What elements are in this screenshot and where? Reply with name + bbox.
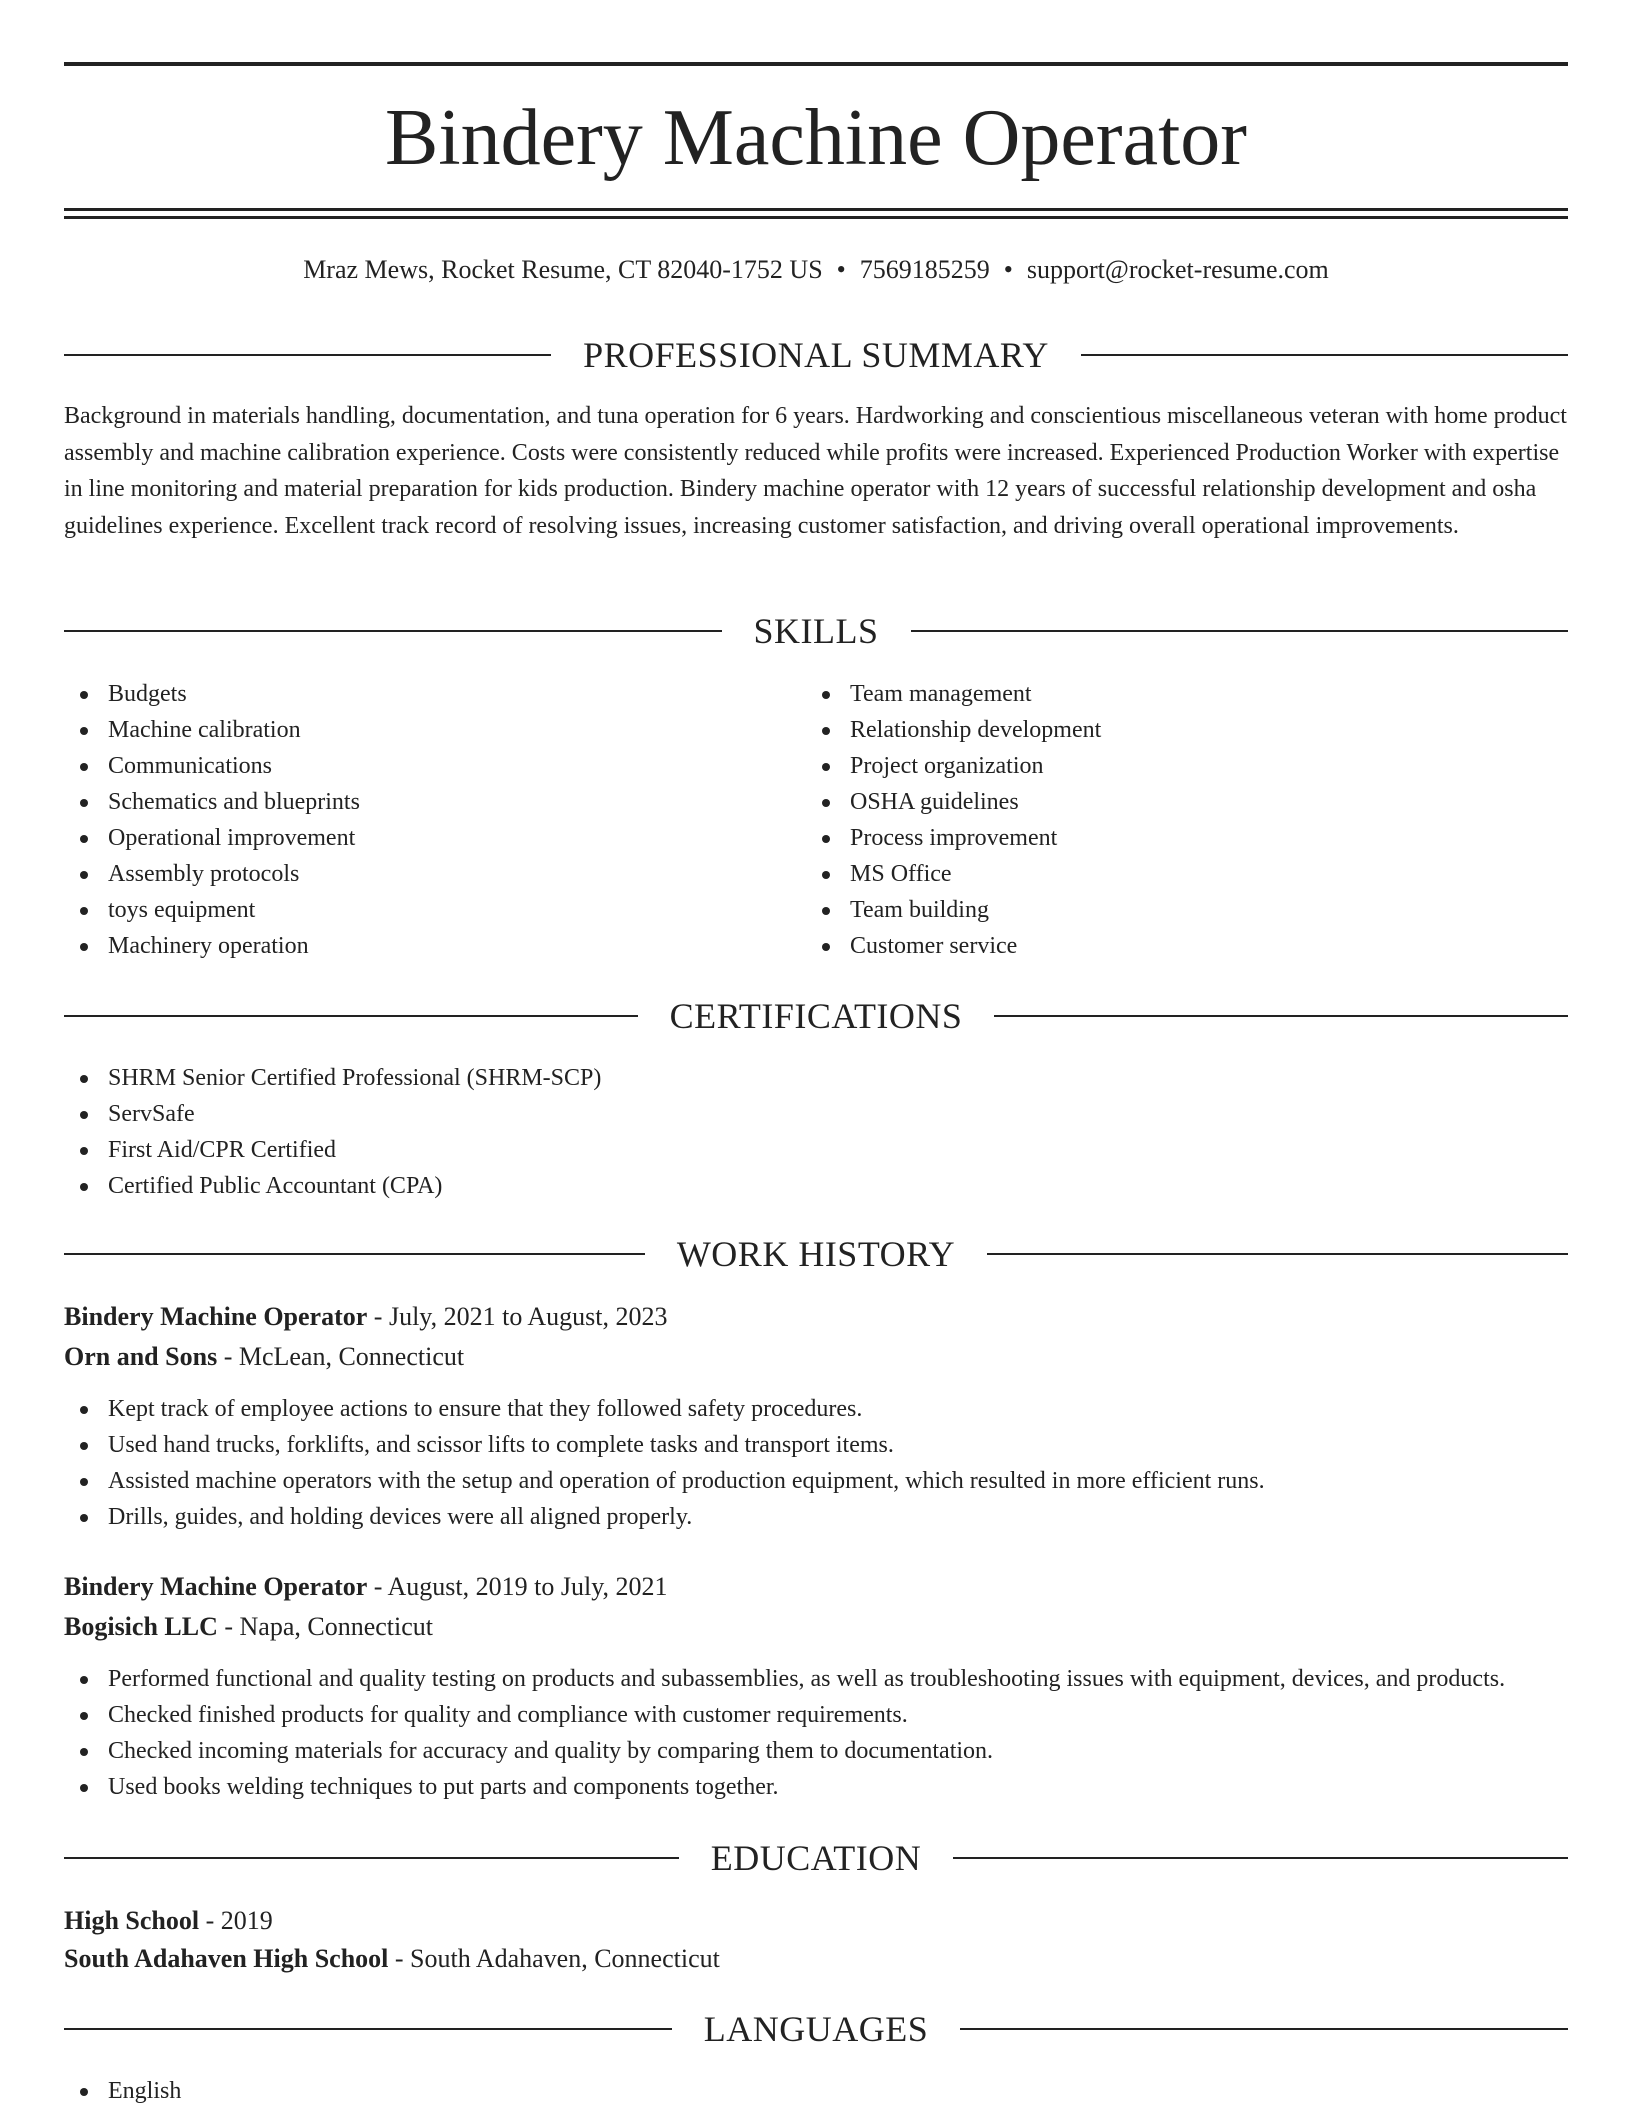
section-heading-label: SKILLS — [753, 611, 879, 651]
skill-item: Project organization — [806, 748, 1546, 784]
language-item: English — [64, 2073, 1568, 2109]
heading-rule — [987, 1253, 1568, 1255]
skill-item: Communications — [64, 748, 804, 784]
skill-item: Budgets — [64, 676, 804, 712]
job-bullets — [64, 1661, 1568, 1805]
skill-item: Operational improvement — [64, 820, 804, 856]
heading-rule — [64, 2028, 672, 2030]
section-heading-label: CERTIFICATIONS — [669, 996, 963, 1036]
skill-item: toys equipment — [64, 892, 804, 928]
skill-item: Customer service — [806, 928, 1546, 964]
skills-list-left — [64, 676, 804, 964]
education-school: South Adahaven High School — [64, 1944, 389, 1973]
contact-separator: • — [836, 255, 846, 284]
skill-item: Schematics and blueprints — [64, 784, 804, 820]
skill-item: Machine calibration — [64, 712, 804, 748]
heading-rule — [994, 1015, 1568, 1017]
section-heading-label: EDUCATION — [710, 1838, 922, 1878]
contact-separator: • — [1003, 255, 1013, 284]
education-school-line — [64, 1939, 1568, 1979]
job-title-line — [64, 1567, 1568, 1607]
job-title-line — [64, 1297, 1568, 1337]
job-location: - McLean, Connecticut — [217, 1342, 465, 1371]
education-degree: High School — [64, 1906, 200, 1935]
certification-item: ServSafe — [64, 1096, 1568, 1132]
section-heading-education — [64, 1836, 1568, 1880]
contact-phone: 7569185259 — [859, 255, 990, 284]
resume-title: Bindery Machine Operator — [385, 94, 1247, 182]
summary-text: Background in materials handling, documentation, and tuna operation for 6 years. Hardworking and conscientious miscellaneous veteran with home product assembly and machine calibration experience. Costs were consistently reduced while profits were increased. Experienced Production Worker with expertise in line monitoring and material preparation for kids production. Bindery machine operator with 12 years of successful relationship development and osha guidelines experience. Excellent track record of resolving issues, increasing customer satisfaction, and driving overall operational improvements. — [64, 403, 1567, 539]
contact-email: support@rocket-resume.com — [1026, 255, 1329, 284]
certifications-list — [64, 1060, 1568, 1204]
skill-item: Assembly protocols — [64, 856, 804, 892]
section-heading-label: LANGUAGES — [703, 2009, 929, 2049]
job-bullet: Used books welding techniques to put parts and components together. — [64, 1769, 1568, 1805]
job-title: Bindery Machine Operator — [64, 1572, 368, 1601]
job-bullet: Checked finished products for quality and compliance with customer requirements. — [64, 1697, 1568, 1733]
job-bullet: Drills, guides, and holding devices were all aligned properly. — [64, 1499, 1568, 1535]
section-heading-summary — [64, 333, 1568, 377]
job-company-line — [64, 1607, 1568, 1647]
skills-list-right — [806, 676, 1546, 964]
languages-list — [64, 2073, 1568, 2109]
heading-rule — [64, 1015, 638, 1017]
certification-item: First Aid/CPR Certified — [64, 1132, 1568, 1168]
heading-rule — [1081, 354, 1568, 356]
contact-address: Mraz Mews, Rocket Resume, CT 82040-1752 US — [303, 255, 823, 284]
skill-item: Relationship development — [806, 712, 1546, 748]
job-bullet: Performed functional and quality testing on products and subassemblies, as well as troubleshooting issues with equipment, devices, and products. — [64, 1661, 1568, 1697]
section-heading-skills — [64, 609, 1568, 653]
job-bullet: Checked incoming materials for accuracy and quality by comparing them to documentation. — [64, 1733, 1568, 1769]
section-heading-label: PROFESSIONAL SUMMARY — [583, 335, 1049, 375]
skill-item: Team management — [806, 676, 1546, 712]
heading-rule — [960, 2028, 1568, 2030]
job-company: Bogisich LLC — [64, 1612, 218, 1641]
education-location: - South Adahaven, Connecticut — [388, 1944, 720, 1973]
header-double-rule-upper — [64, 208, 1568, 211]
heading-rule — [64, 630, 722, 632]
job-dates: - July, 2021 to August, 2023 — [367, 1302, 668, 1331]
job-bullet: Kept track of employee actions to ensure that they followed safety procedures. — [64, 1391, 1568, 1427]
job-bullet: Used hand trucks, forklifts, and scissor lifts to complete tasks and transport items. — [64, 1427, 1568, 1463]
education-degree-line — [64, 1901, 1568, 1941]
skill-item: OSHA guidelines — [806, 784, 1546, 820]
section-heading-label: WORK HISTORY — [676, 1234, 956, 1274]
heading-rule — [64, 354, 551, 356]
heading-rule — [911, 630, 1569, 632]
education-year: - 2019 — [199, 1906, 273, 1935]
skill-item: Team building — [806, 892, 1546, 928]
job-company-line — [64, 1337, 1568, 1377]
certification-item: Certified Public Accountant (CPA) — [64, 1168, 1568, 1204]
job-bullet: Assisted machine operators with the setup and operation of production equipment, which resulted in more efficient runs. — [64, 1463, 1568, 1499]
heading-rule — [64, 1857, 679, 1859]
section-heading-languages — [64, 2007, 1568, 2051]
job-dates: - August, 2019 to July, 2021 — [367, 1572, 668, 1601]
job-company: Orn and Sons — [64, 1342, 218, 1371]
heading-rule — [953, 1857, 1568, 1859]
job-location: - Napa, Connecticut — [217, 1612, 434, 1641]
contact-line — [64, 252, 1568, 288]
certification-item: SHRM Senior Certified Professional (SHRM-SCP) — [64, 1060, 1568, 1096]
header-double-rule-lower — [64, 216, 1568, 219]
job-title: Bindery Machine Operator — [64, 1302, 368, 1331]
heading-rule — [64, 1253, 645, 1255]
skill-item: MS Office — [806, 856, 1546, 892]
section-heading-certifications — [64, 994, 1568, 1038]
skill-item: Process improvement — [806, 820, 1546, 856]
header-top-rule — [64, 62, 1568, 66]
job-bullets — [64, 1391, 1568, 1535]
skill-item: Machinery operation — [64, 928, 804, 964]
section-heading-work-history — [64, 1232, 1568, 1276]
